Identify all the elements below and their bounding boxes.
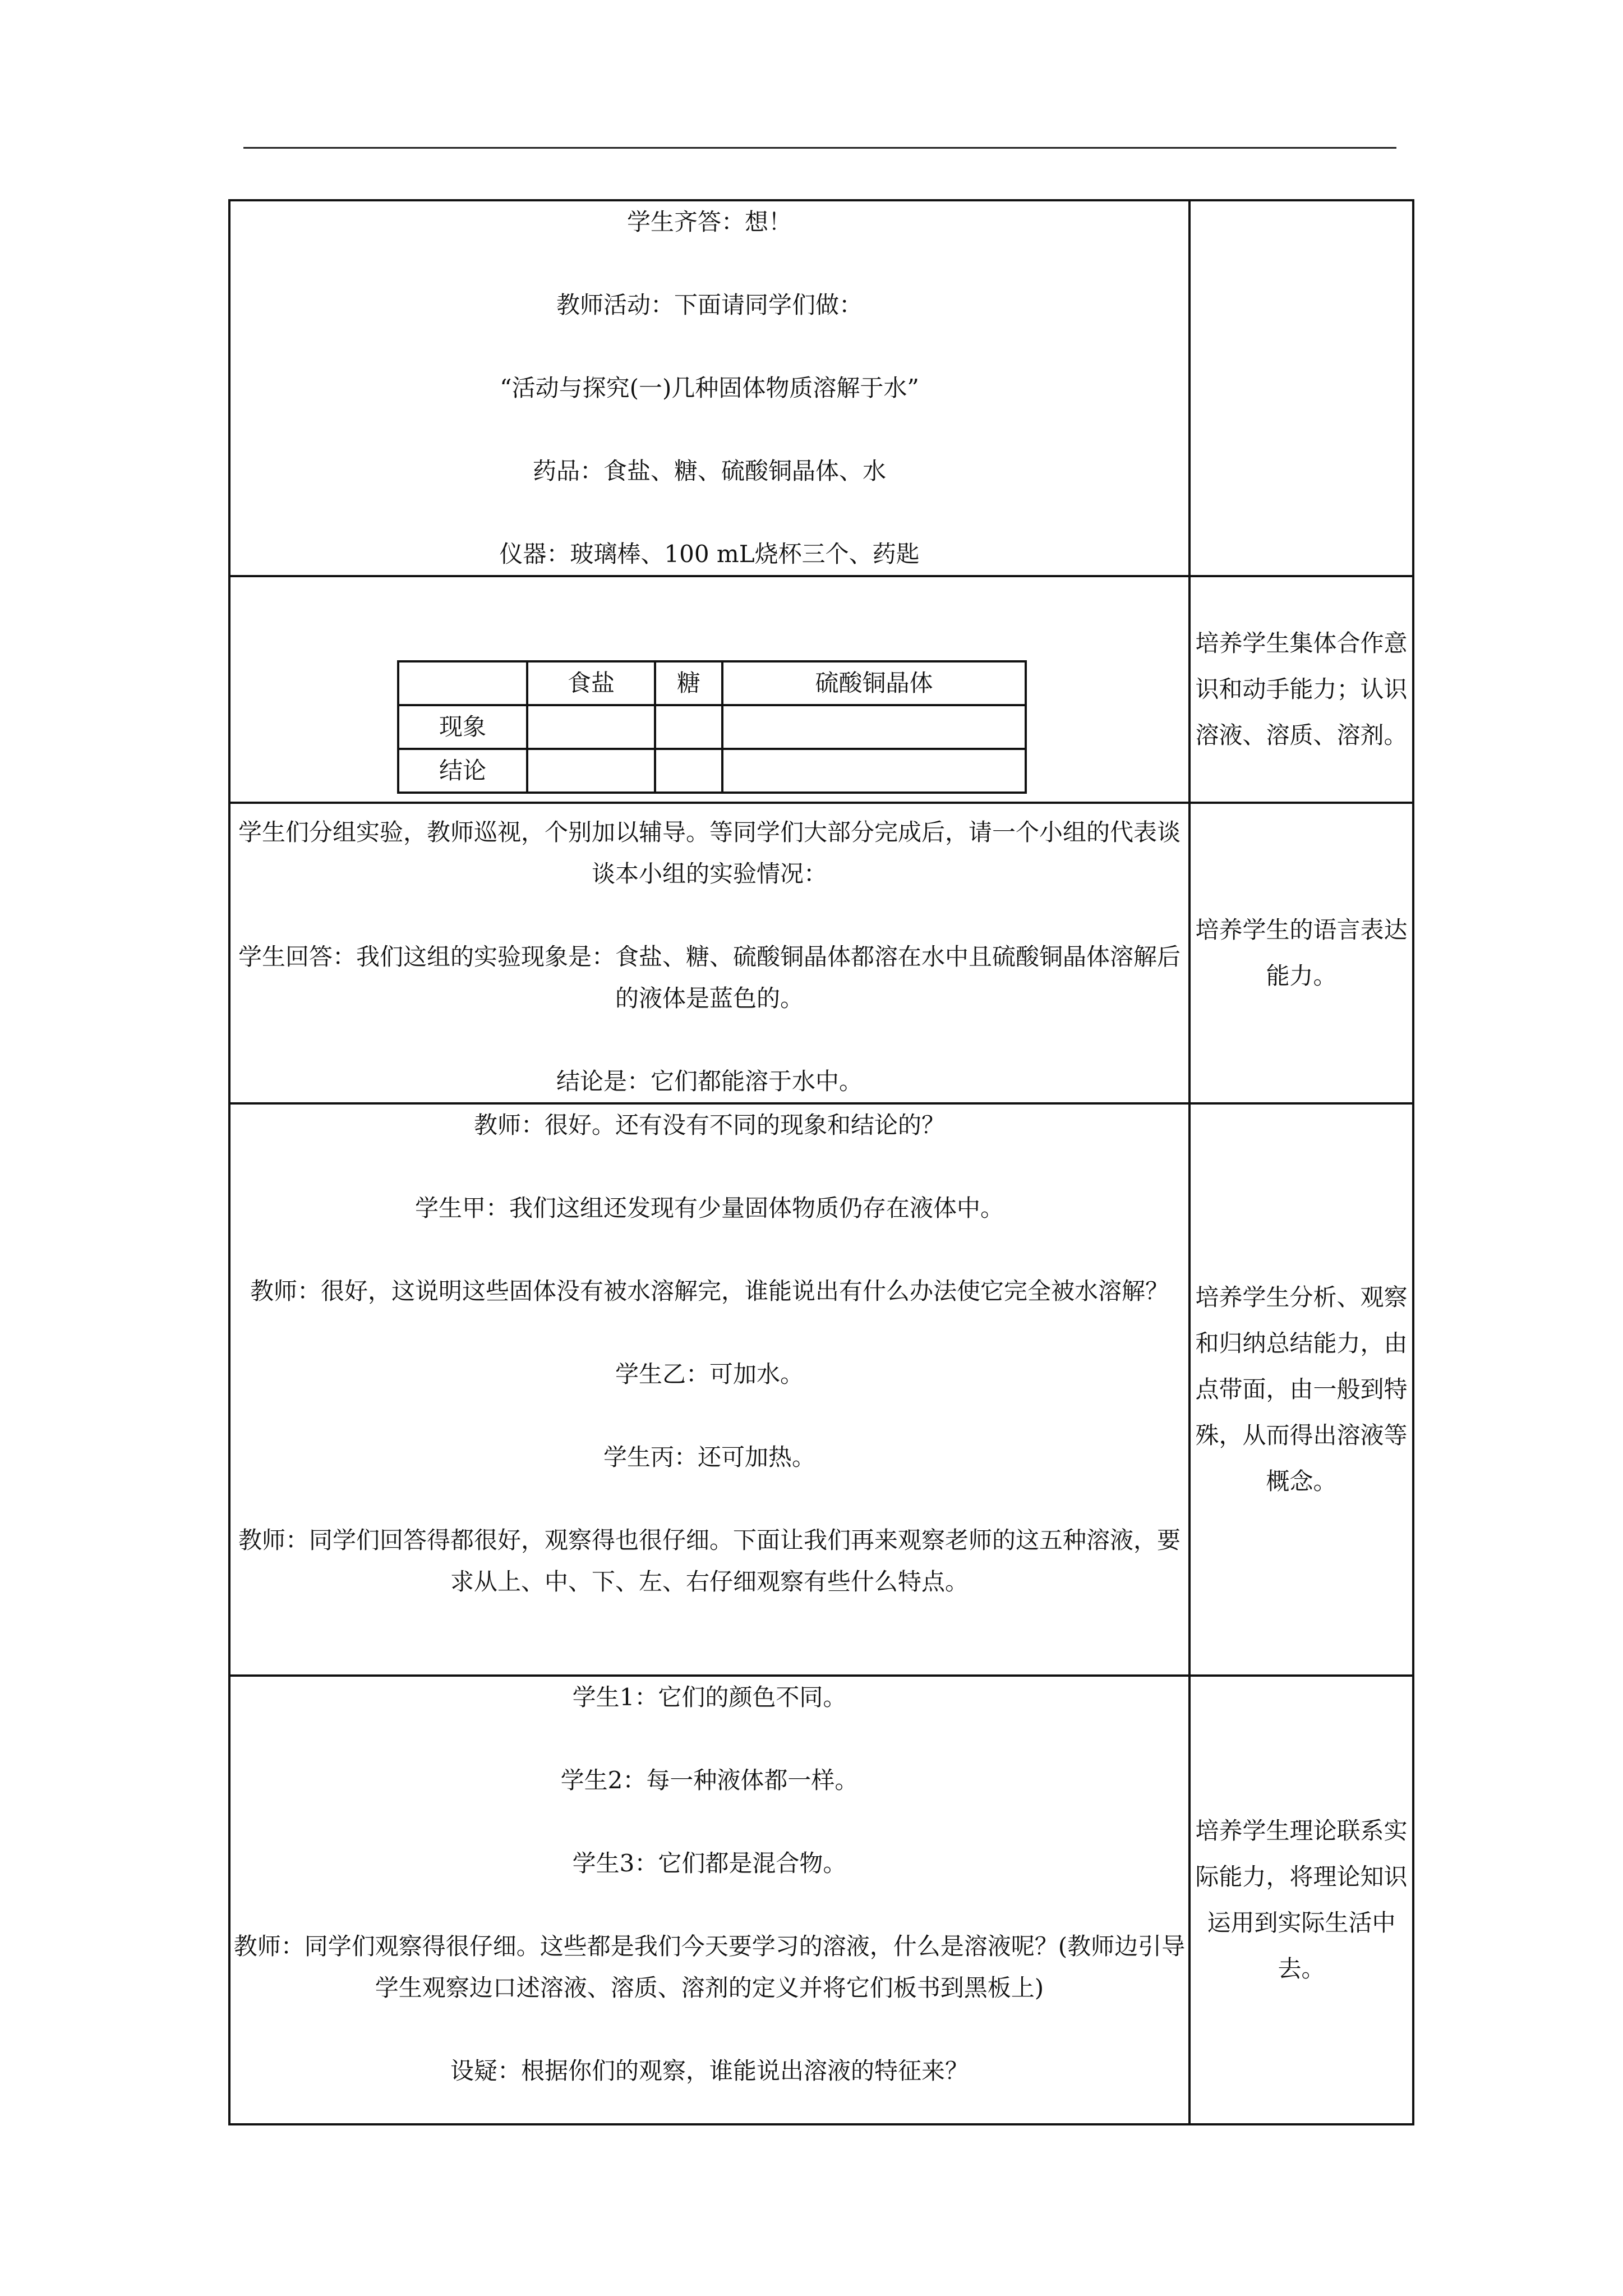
observation-row	[398, 749, 1026, 793]
dialog-line: 学生2：每一种液体都一样。	[560, 1766, 859, 1794]
dialog-line: 学生回答：我们这组的实验现象是：食盐、糖、硫酸铜晶体都溶在水中且硫酸铜晶体溶解后的液体是蓝色的。	[238, 943, 1181, 1012]
observation-blank	[655, 749, 722, 793]
observation-header: 糖	[655, 661, 722, 705]
observation-header	[398, 661, 527, 705]
observation-row-label: 结论	[398, 749, 527, 793]
table-row	[229, 803, 1413, 1103]
activity-cell	[229, 1103, 1189, 1676]
dialog-line: 学生1：它们的颜色不同。	[572, 1683, 847, 1711]
table-row	[229, 1103, 1413, 1676]
observation-blank	[527, 705, 655, 749]
materials-line: 药品：食盐、糖、硫酸铜晶体、水	[532, 457, 886, 485]
dialog-line: 结论是：它们都能溶于水中。	[556, 1068, 863, 1095]
dialog-line: 学生3：它们都是混合物。	[572, 1849, 847, 1877]
observation-table	[397, 660, 1027, 794]
table-row	[229, 1676, 1413, 2124]
observation-row	[398, 705, 1026, 749]
observation-row-label: 现象	[398, 705, 527, 749]
purpose-cell: 培养学生的语言表达能力。	[1189, 803, 1413, 1103]
header-rule	[243, 147, 1396, 149]
dialog-line: 学生丙：还可加热。	[603, 1443, 815, 1471]
observation-cell	[229, 576, 1189, 803]
activity-cell	[229, 1676, 1189, 2124]
dialog-line: 教师：很好。还有没有不同的现象和结论的？	[473, 1111, 945, 1139]
dialog-line: 设疑：根据你们的观察，谁能说出溶液的特征来？	[450, 2057, 969, 2085]
dialog-line: 学生们分组实验，教师巡视，个别加以辅导。等同学们大部分完成后，请一个小组的代表谈谈本小组的实验情况：	[238, 818, 1181, 887]
observation-blank	[722, 749, 1026, 793]
lesson-plan-table	[228, 199, 1414, 2125]
table-row	[229, 200, 1413, 576]
table-row	[229, 576, 1413, 803]
observation-header: 食盐	[527, 661, 655, 705]
dialog-line: 学生齐答：想！	[626, 208, 792, 236]
activity-cell	[229, 200, 1189, 576]
purpose-cell: 培养学生集体合作意识和动手能力；认识溶液、溶质、溶剂。	[1189, 576, 1413, 803]
dialog-line: 教师：同学们回答得都很好，观察得也很仔细。下面让我们再来观察老师的这五种溶液，要求从上、中、下、左、右仔细观察有些什么特点。	[238, 1526, 1181, 1595]
dialog-line: 学生乙：可加水。	[615, 1360, 804, 1388]
observation-blank	[722, 705, 1026, 749]
apparatus-line: 仪器：玻璃棒、100 mL烧杯三个、药匙	[499, 540, 920, 568]
dialog-line: 教师活动：下面请同学们做：	[556, 291, 863, 319]
observation-blank	[527, 749, 655, 793]
observation-header-row	[398, 661, 1026, 705]
activity-cell	[229, 803, 1189, 1103]
purpose-cell: 培养学生分析、观察和归纳总结能力，由点带面，由一般到特殊，从而得出溶液等概念。	[1189, 1103, 1413, 1676]
activity-title: “活动与探究(一)几种固体物质溶解于水”	[500, 374, 919, 402]
purpose-cell	[1189, 200, 1413, 576]
dialog-line: 学生甲：我们这组还发现有少量固体物质仍存在液体中。	[414, 1194, 1004, 1222]
purpose-cell: 培养学生理论联系实际能力，将理论知识运用到实际生活中去。	[1189, 1676, 1413, 2124]
dialog-line: 教师：同学们观察得很仔细。这些都是我们今天要学习的溶液，什么是溶液呢？(教师边引导学生观察边口述溶液、溶质、溶剂的定义并将它们板书到黑板上)	[233, 1932, 1186, 2001]
observation-header: 硫酸铜晶体	[722, 661, 1026, 705]
observation-blank	[655, 705, 722, 749]
dialog-line: 教师：很好，这说明这些固体没有被水溶解完，谁能说出有什么办法使它完全被水溶解？	[250, 1277, 1169, 1305]
